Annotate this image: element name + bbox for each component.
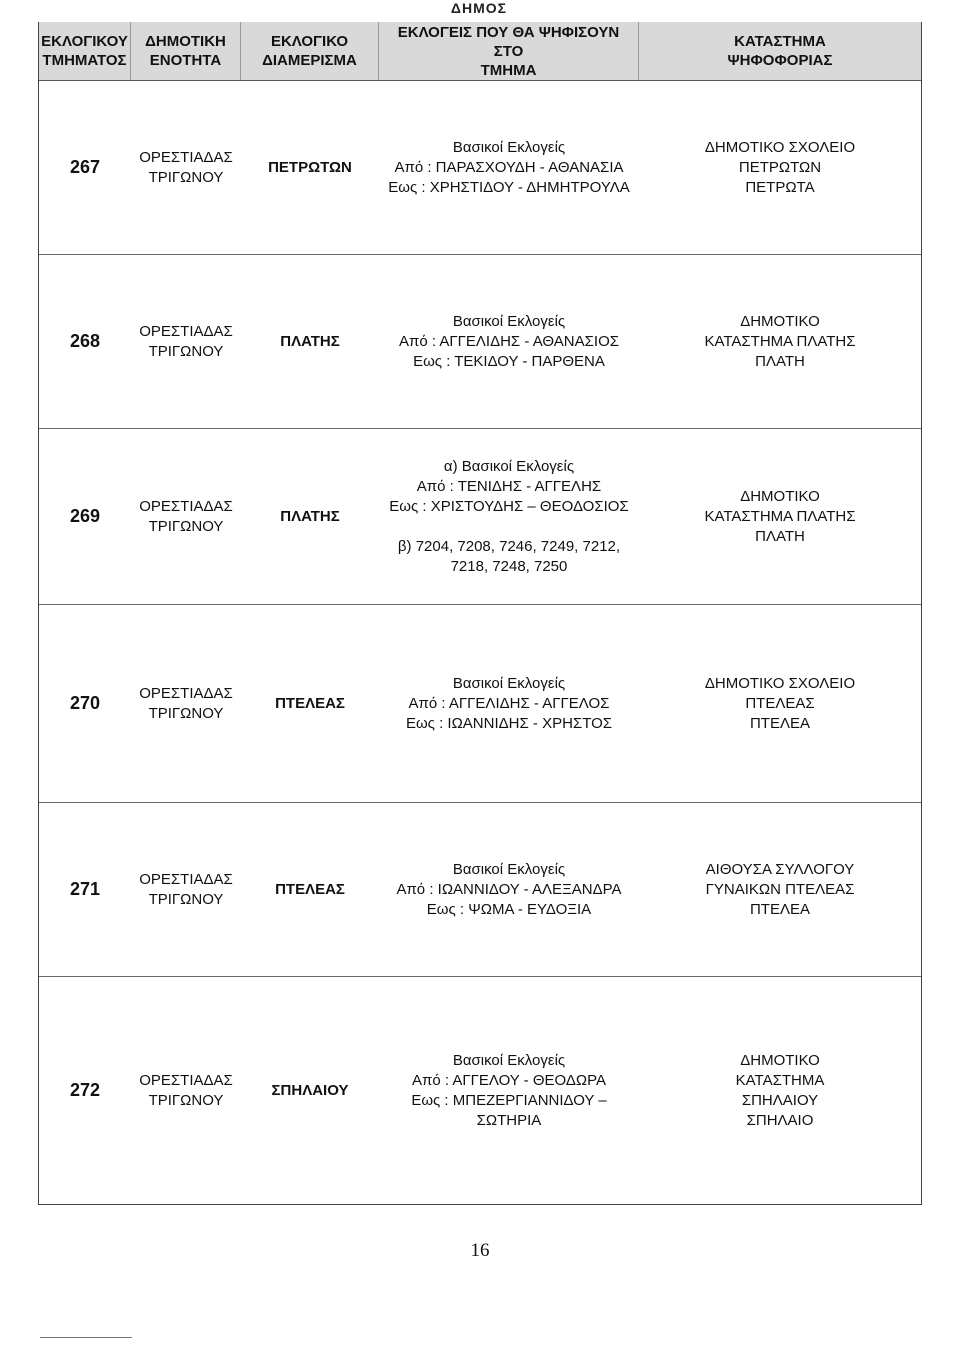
row-number: 267	[69, 157, 101, 177]
row-station: ΔΗΜΟΤΙΚΟ ΚΑΤΑΣΤΗΜΑ ΣΠΗΛΑΙΟΥ ΣΠΗΛΑΙΟ	[735, 1051, 825, 1129]
row-station: ΔΗΜΟΤΙΚΟ ΣΧΟΛΕΙΟ ΠΤΕΛΕΑΣ ΠΤΕΛΕΑ	[704, 674, 856, 732]
row-department: ΠΛΑΤΗΣ	[280, 508, 340, 525]
polling-table	[38, 22, 922, 1205]
row-department: ΠΛΑΤΗΣ	[280, 333, 340, 350]
row-voters: Βασικοί Εκλογείς Από : ΑΓΓΕΛΙΔΗΣ - ΑΓΓΕΛΟΣ Εως : ΙΩΑΝΝΙΔΗΣ - ΧΡΗΣΤΟΣ	[405, 674, 613, 732]
row-unit: ΟΡΕΣΤΙΑΔΑΣ ΤΡΙΓΩΝΟΥ	[139, 684, 233, 722]
footnote-divider	[40, 1337, 132, 1338]
table-header	[39, 22, 921, 81]
table-row	[39, 81, 921, 255]
row-number: 272	[69, 1080, 101, 1100]
row-station: ΔΗΜΟΤΙΚΟ ΣΧΟΛΕΙΟ ΠΕΤΡΩΤΩΝ ΠΕΤΡΩΤΑ	[704, 138, 856, 196]
row-station: ΑΙΘΟΥΣΑ ΣΥΛΛΟΓΟΥ ΓΥΝΑΙΚΩΝ ΠΤΕΛΕΑΣ ΠΤΕΛΕΑ	[705, 860, 855, 918]
row-number: 269	[69, 506, 101, 526]
row-unit: ΟΡΕΣΤΙΑΔΑΣ ΤΡΙΓΩΝΟΥ	[139, 497, 233, 535]
row-voters: Βασικοί Εκλογείς Από : ΠΑΡΑΣΧΟΥΔΗ - ΑΘΑΝΑΣΙΑ Εως : ΧΡΗΣΤΙΔΟΥ - ΔΗΜΗΤΡΟΥΛΑ	[388, 138, 630, 196]
row-voters: α) Βασικοί Εκλογείς Από : ΤΕΝΙΔΗΣ - ΑΓΓΕΛΗΣ Εως : ΧΡΙΣΤΟΥΔΗΣ – ΘΕΟΔΟΣΙΟΣ β) 7204, 7208, 7246, 7249, 7212, 7218, 7248, 7250	[389, 457, 629, 575]
page-number: 16	[470, 1240, 490, 1261]
table-row	[39, 977, 921, 1204]
row-department: ΠΤΕΛΕΑΣ	[275, 881, 345, 898]
row-station: ΔΗΜΟΤΙΚΟ ΚΑΤΑΣΤΗΜΑ ΠΛΑΤΗΣ ΠΛΑΤΗ	[704, 312, 856, 370]
row-department: ΠΤΕΛΕΑΣ	[275, 695, 345, 712]
row-voters: Βασικοί Εκλογείς Από : ΙΩΑΝΝΙΔΟΥ - ΑΛΕΞΑΝΔΡΑ Εως : ΨΩΜΑ - ΕΥΔΟΞΙΑ	[396, 860, 622, 918]
row-voters: Βασικοί Εκλογείς Από : ΑΓΓΕΛΟΥ - ΘΕΟΔΩΡΑ Εως : ΜΠΕΖΕΡΓΙΑΝΝΙΔΟΥ – ΣΩΤΗΡΙΑ	[411, 1051, 607, 1129]
row-station: ΔΗΜΟΤΙΚΟ ΚΑΤΑΣΤΗΜΑ ΠΛΑΤΗΣ ΠΛΑΤΗ	[704, 487, 856, 545]
row-number: 270	[69, 693, 101, 713]
row-number: 268	[69, 331, 101, 351]
row-unit: ΟΡΕΣΤΙΑΔΑΣ ΤΡΙΓΩΝΟΥ	[139, 148, 233, 186]
row-voters: Βασικοί Εκλογείς Από : ΑΓΓΕΛΙΔΗΣ - ΑΘΑΝΑΣΙΟΣ Εως : ΤΕΚΙΔΟΥ - ΠΑΡΘΕΝΑ	[398, 312, 620, 370]
col-header-department: ΕΚΛΟΓΙΚΟ ΔΙΑΜΕΡΙΣΜΑ	[241, 22, 379, 80]
row-department: ΣΠΗΛΑΙΟΥ	[271, 1082, 349, 1099]
row-unit: ΟΡΕΣΤΙΑΔΑΣ ΤΡΙΓΩΝΟΥ	[139, 322, 233, 360]
col-header-voters: ΕΚΛΟΓΕΙΣ ΠΟΥ ΘΑ ΨΗΦΙΣΟΥΝ ΣΤΟ ΤΜΗΜΑ	[379, 22, 639, 80]
table-row	[39, 803, 921, 977]
col-header-section: ΕΚΛΟΓΙΚΟΥ ΤΜΗΜΑΤΟΣ	[39, 22, 131, 80]
header-fragment: ΔΗΜΟΣ	[450, 0, 508, 16]
table-row	[39, 255, 921, 429]
row-department: ΠΕΤΡΩΤΩΝ	[268, 159, 352, 176]
row-unit: ΟΡΕΣΤΙΑΔΑΣ ΤΡΙΓΩΝΟΥ	[139, 1071, 233, 1109]
table-row	[39, 429, 921, 605]
col-header-polling-station: ΚΑΤΑΣΤΗΜΑ ΨΗΦΟΦΟΡΙΑΣ	[727, 33, 833, 69]
row-number: 271	[69, 879, 101, 899]
table-row	[39, 605, 921, 803]
row-unit: ΟΡΕΣΤΙΑΔΑΣ ΤΡΙΓΩΝΟΥ	[139, 870, 233, 908]
col-header-municipal-unit: ΔΗΜΟΤΙΚΗ ΕΝΟΤΗΤΑ	[131, 22, 241, 80]
